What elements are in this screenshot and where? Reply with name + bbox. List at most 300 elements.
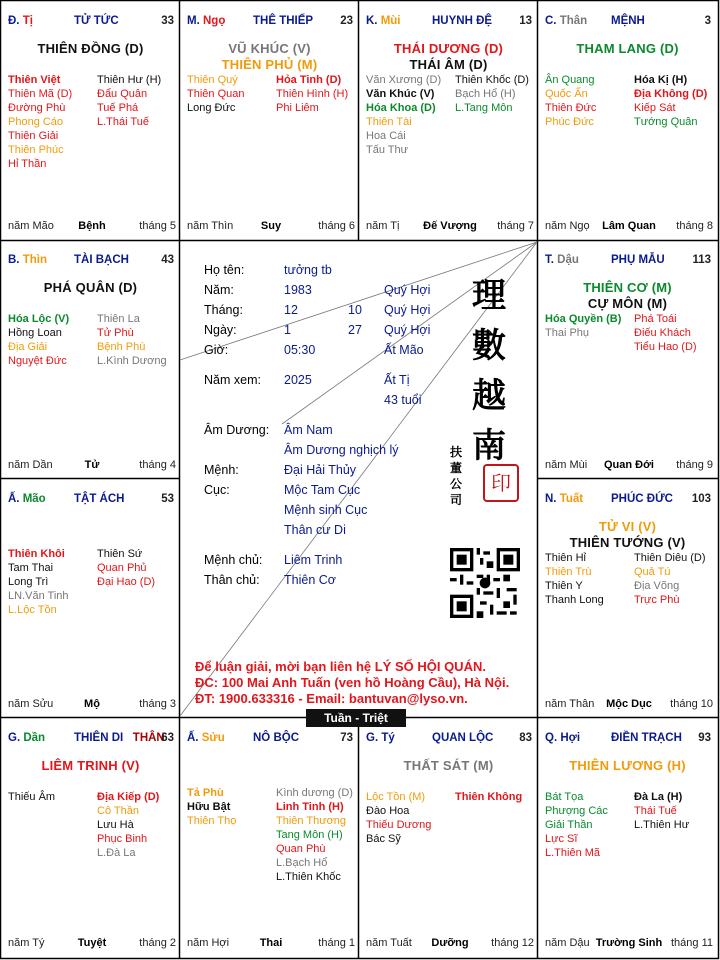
palace-title — [432, 15, 492, 27]
palace-can: B. — [8, 254, 20, 266]
label-nam-xem: Năm xem: — [204, 373, 261, 387]
minor-star[interactable]: Thiên Hư (H) — [97, 74, 162, 86]
palace-can: G. — [366, 732, 379, 744]
minor-star[interactable]: Hỉ Thần — [8, 158, 47, 170]
minor-stars-left — [8, 790, 96, 804]
palace-can-chi — [187, 15, 225, 27]
value-ho-ten: tưởng tb — [284, 263, 332, 277]
minor-star[interactable]: Địa Không (D) — [634, 88, 708, 100]
palace-month: tháng 10 — [670, 698, 713, 710]
minor-star[interactable]: Đường Phù — [8, 102, 66, 114]
palace-title — [611, 15, 645, 27]
value-thang-dl: 10 — [348, 303, 362, 317]
logo-side-1: 扶 — [450, 445, 463, 459]
palace-ngo[interactable] — [180, 1, 359, 240]
label-menh: Mệnh: — [204, 463, 239, 477]
minor-star[interactable]: Tử Phù — [97, 327, 134, 339]
palace-can-chi — [366, 732, 395, 744]
palace-month: tháng 11 — [670, 937, 713, 949]
contact-phone-email[interactable]: ĐT: 1900.633316 - Email: bantuvan@lyso.vn. — [195, 691, 468, 706]
minor-star[interactable]: Tang Môn (H) — [276, 829, 343, 841]
palace-month: tháng 7 — [497, 220, 534, 232]
minor-stars-right — [276, 73, 359, 115]
minor-star[interactable]: Tả Phù — [187, 787, 224, 799]
palace-title — [74, 254, 129, 266]
value-than-chu: Thiên Cơ — [284, 573, 336, 587]
minor-star[interactable]: Cô Thần — [97, 805, 139, 817]
value-menh: Đại Hải Thủy — [284, 463, 357, 477]
palace-header — [545, 732, 711, 746]
minor-star[interactable]: Tướng Quân — [634, 116, 698, 128]
minor-star[interactable]: Long Đức — [187, 102, 236, 114]
main-star[interactable]: THAM LANG (D) — [576, 41, 679, 56]
palace-dau[interactable] — [538, 240, 717, 479]
palace-truong-sinh: Tử — [84, 459, 100, 471]
minor-stars-right — [634, 312, 717, 354]
palace-header — [187, 15, 353, 29]
palace-truong-sinh: Tuyệt — [77, 937, 107, 949]
palace-truong-sinh: Bệnh — [78, 220, 106, 232]
minor-star[interactable]: L.Thiên Mã — [545, 847, 601, 859]
main-star[interactable]: LIÊM TRINH (V) — [41, 758, 140, 773]
palace-ty[interactable] — [359, 718, 538, 957]
minor-stars-right — [455, 73, 538, 115]
contact-address: ĐC: 100 Mai Anh Tuấn (ven hồ Hoàng Cầu), Hà Nội. — [195, 675, 510, 690]
minor-star[interactable]: Đà La (H) — [634, 791, 683, 803]
main-star[interactable]: THÁI DƯƠNG (D) — [393, 41, 504, 56]
palace-month: tháng 4 — [139, 459, 176, 471]
palace-chi: Tý — [381, 732, 395, 744]
tuan-triet-badge: Tuần - Triệt — [306, 709, 406, 727]
palace-can: G. — [8, 732, 21, 744]
logo-side-2: 董 — [450, 461, 463, 475]
palace-can: Ấ. — [187, 732, 199, 744]
palace-can: N. — [545, 493, 557, 505]
palace-can-chi — [187, 732, 225, 744]
palace-header — [8, 732, 174, 746]
logo-char-3: 越 — [472, 376, 506, 416]
palace-chi: Thìn — [22, 254, 47, 266]
palace-year: năm Dần — [8, 459, 53, 471]
main-star[interactable]: THIÊN TƯỚNG (V) — [569, 535, 686, 550]
minor-star[interactable]: Địa Võng — [634, 580, 680, 592]
minor-star[interactable]: Hóa Kị (H) — [634, 74, 688, 86]
minor-star[interactable]: Quả Tú — [634, 566, 671, 578]
minor-star[interactable]: Thiên Sứ — [97, 548, 143, 560]
minor-star[interactable]: Thiên Khốc (D) — [455, 74, 529, 86]
minor-star[interactable]: Thiên Hình (H) — [276, 88, 349, 100]
value-cuc-2: Mệnh sinh Cục — [284, 503, 368, 517]
palace-footer — [545, 698, 713, 711]
minor-star[interactable]: LN.Văn Tinh — [8, 590, 69, 602]
logo-char-4: 南 — [472, 426, 506, 466]
palace-month: tháng 1 — [318, 937, 355, 949]
minor-star[interactable]: Phượng Các — [545, 805, 608, 817]
minor-star[interactable]: L.Thiên Khốc — [276, 871, 341, 883]
minor-stars-left — [366, 790, 454, 846]
palace-age: 13 — [519, 15, 532, 27]
main-star[interactable]: THIÊN LƯƠNG (H) — [569, 758, 686, 773]
palace-month: tháng 8 — [676, 220, 713, 232]
main-star[interactable]: THIÊN PHỦ (M) — [221, 57, 318, 72]
minor-star[interactable]: Thiên Diêu (D) — [634, 552, 706, 564]
palace-mui[interactable] — [359, 1, 538, 240]
main-star[interactable]: THIÊN CƠ (M) — [583, 280, 672, 295]
minor-star[interactable]: Nguyệt Đức — [8, 355, 67, 367]
palace-month: tháng 3 — [139, 698, 176, 710]
palace-year: năm Tị — [366, 220, 400, 232]
palace-age: 93 — [698, 732, 711, 744]
label-gio: Giờ: — [204, 343, 229, 357]
minor-star[interactable]: Địa Kiếp (D) — [97, 791, 160, 803]
palace-can: T. — [545, 254, 554, 266]
value-nam-xem: 2025 — [284, 373, 312, 387]
palace-chi: Sửu — [201, 732, 225, 744]
palace-chi: Ngọ — [202, 15, 226, 27]
minor-star[interactable]: Hóa Quyền (B) — [545, 313, 622, 325]
palace-chi: Tuất — [559, 493, 584, 505]
minor-star[interactable]: Kiếp Sát — [634, 102, 676, 114]
palace-truong-sinh: Mộc Dục — [606, 698, 652, 710]
minor-stars-right — [97, 73, 180, 129]
palace-age: 83 — [519, 732, 532, 744]
minor-star[interactable]: Bát Tọa — [545, 791, 584, 803]
palace-can-chi — [366, 15, 401, 27]
palace-year: năm Mão — [8, 220, 54, 232]
palace-header — [366, 15, 532, 29]
palace-month: tháng 12 — [491, 937, 534, 949]
palace-month: tháng 6 — [318, 220, 355, 232]
minor-star[interactable]: L.Lộc Tồn — [8, 604, 57, 616]
value-nam: 1983 — [284, 283, 312, 297]
minor-star[interactable]: Phi Liêm — [276, 102, 319, 114]
minor-stars-right — [97, 547, 180, 589]
label-am-duong: Âm Dương: — [204, 423, 270, 437]
palace-footer — [187, 937, 355, 950]
palace-can-chi — [545, 493, 583, 505]
palace-age: 73 — [340, 732, 353, 744]
minor-star[interactable]: Văn Xương (D) — [366, 74, 442, 86]
palace-year: năm Dậu — [545, 937, 590, 949]
minor-star[interactable]: Văn Khúc (V) — [366, 88, 435, 100]
minor-star[interactable]: Kình dương (D) — [276, 787, 353, 799]
palace-year: năm Thìn — [187, 220, 234, 232]
minor-star[interactable]: Hóa Lộc (V) — [8, 313, 70, 325]
main-star[interactable]: THIÊN ĐỒNG (D) — [37, 41, 144, 56]
minor-stars-left — [366, 73, 454, 157]
minor-star[interactable]: Quan Phủ — [97, 562, 147, 574]
palace-tuat[interactable] — [538, 479, 717, 718]
minor-star[interactable]: Thiếu Dương — [366, 819, 432, 831]
minor-star[interactable]: Phục Binh — [97, 833, 148, 845]
palace-truong-sinh: Thai — [259, 937, 283, 949]
minor-star[interactable]: Lưu Hà — [97, 819, 134, 831]
value-gio: 05:30 — [284, 343, 316, 357]
minor-star[interactable]: Tam Thai — [8, 562, 54, 574]
minor-star[interactable]: Thiên Mã (D) — [8, 88, 73, 100]
palace-title — [611, 732, 682, 744]
palace-year: năm Tý — [8, 937, 45, 949]
label-thang: Tháng: — [204, 303, 243, 317]
minor-star[interactable]: Thiên Thương — [276, 815, 347, 827]
palace-can-chi — [8, 732, 45, 744]
palace-truong-sinh: Suy — [260, 220, 282, 232]
minor-star[interactable]: Địa Giải — [8, 341, 48, 353]
palace-header — [8, 254, 174, 268]
palace-chi: Hợi — [560, 732, 581, 744]
palace-chi: Dần — [23, 732, 46, 744]
minor-star[interactable]: Long Trì — [8, 576, 49, 588]
minor-star[interactable]: Tiểu Hao (D) — [634, 341, 697, 353]
palace-age: 53 — [161, 493, 174, 505]
palace-age: 103 — [691, 493, 711, 505]
minor-star[interactable]: Thiên Quý — [187, 74, 238, 86]
minor-star[interactable]: Trực Phù — [634, 594, 680, 606]
palace-can: M. — [187, 15, 200, 27]
palace-footer — [545, 220, 713, 233]
palace-name: PHỤ MẪU — [611, 254, 665, 266]
palace-truong-sinh: Quan Đới — [604, 459, 654, 471]
palace-footer — [545, 937, 713, 950]
value-am-duong-2: Âm Dương nghịch lý — [284, 443, 399, 457]
palace-than[interactable] — [538, 1, 717, 240]
palace-footer — [8, 220, 176, 233]
minor-star[interactable]: L.Bạch Hổ — [276, 857, 328, 869]
logo-char-1: 理 — [472, 276, 506, 316]
palace-can: Đ. — [8, 15, 20, 27]
value-tuoi: 43 tuổi — [384, 393, 422, 407]
palace-name: PHÚC ĐỨC — [611, 493, 673, 505]
palace-year: năm Hợi — [187, 937, 230, 949]
palace-title — [253, 732, 299, 744]
minor-star[interactable]: Điếu Khách — [634, 327, 691, 339]
minor-star[interactable]: Hồng Loan — [8, 327, 62, 339]
minor-star[interactable]: Quan Phù — [276, 843, 326, 855]
palace-chi: Mão — [22, 493, 46, 505]
palace-header — [545, 254, 711, 268]
minor-star[interactable]: Thiên Khôi — [8, 548, 65, 560]
value-thang-can-chi: Quý Hợi — [384, 303, 431, 317]
palace-footer — [8, 459, 176, 472]
palace-truong-sinh: Mộ — [84, 698, 100, 710]
minor-stars-left — [545, 73, 633, 129]
palace-footer — [545, 459, 713, 472]
value-thang-al: 12 — [284, 303, 298, 317]
palace-thin[interactable] — [1, 240, 180, 479]
value-cuc: Mộc Tam Cục — [284, 483, 361, 497]
logo-char-2: 數 — [472, 326, 506, 366]
palace-header — [545, 15, 711, 29]
main-star[interactable]: THẤT SÁT (M) — [403, 758, 494, 773]
palace-footer — [8, 698, 176, 711]
minor-star[interactable]: Thiên Trù — [545, 566, 592, 578]
main-star[interactable]: THÁI ÂM (D) — [409, 57, 488, 72]
palace-age: 3 — [704, 15, 711, 27]
palace-chi: Mùi — [380, 15, 401, 27]
minor-stars-right — [97, 312, 180, 368]
label-nam: Năm: — [204, 283, 234, 297]
palace-truong-sinh: Trường Sinh — [595, 937, 663, 949]
palace-header — [8, 493, 174, 507]
minor-stars-right — [634, 790, 717, 832]
palace-footer — [187, 220, 355, 233]
value-gio-can-chi: Ất Mão — [384, 343, 424, 357]
value-ngay-dl: 27 — [348, 323, 362, 337]
minor-star[interactable]: Bạch Hổ (H) — [455, 88, 516, 100]
palace-name: TÀI BẠCH — [74, 254, 129, 266]
minor-star[interactable]: Hóa Khoa (D) — [366, 102, 436, 114]
palace-name: QUAN LỘC — [432, 732, 494, 744]
palace-can: C. — [545, 15, 557, 27]
minor-star[interactable]: Đào Hoa — [366, 805, 410, 817]
minor-star[interactable]: L.Kình Dương — [97, 355, 167, 367]
palace-truong-sinh: Lâm Quan — [602, 220, 656, 232]
main-star[interactable]: PHÁ QUÂN (D) — [43, 280, 138, 295]
palace-footer — [366, 220, 534, 233]
minor-star[interactable]: Thiên Tài — [366, 116, 412, 128]
palace-suu[interactable] — [180, 718, 359, 957]
red-seal-stamp: 印 — [483, 464, 519, 502]
minor-star[interactable]: Thiên Y — [545, 580, 583, 592]
palace-age: 63 — [161, 732, 174, 744]
logo-side-text — [450, 444, 462, 508]
label-ngay: Ngày: — [204, 323, 237, 337]
minor-stars-left — [545, 551, 633, 607]
palace-can-chi — [545, 254, 579, 266]
palace-can: Ấ. — [8, 493, 20, 505]
qr-code-icon[interactable] — [450, 548, 520, 618]
value-am-duong: Âm Nam — [284, 423, 333, 437]
palace-chi: Tị — [22, 15, 33, 27]
logo-side-3: 公 — [450, 477, 463, 491]
palace-can: Q. — [545, 732, 558, 744]
minor-star[interactable]: Thái Tuế — [634, 805, 677, 817]
main-star[interactable]: TỬ VI (V) — [598, 519, 657, 534]
palace-chi: Dậu — [557, 254, 579, 266]
minor-star[interactable]: Thanh Long — [545, 594, 604, 606]
minor-star[interactable]: Thiên Quan — [187, 88, 245, 100]
palace-can-chi — [545, 732, 580, 744]
palace-chi: Thân — [559, 15, 588, 27]
minor-star[interactable]: Thai Phụ — [545, 327, 590, 339]
value-nam-xem-can-chi: Ất Tị — [384, 373, 410, 387]
palace-header — [187, 732, 353, 746]
main-star[interactable]: VŨ KHÚC (V) — [228, 41, 311, 56]
minor-star[interactable]: Thiên Giải — [8, 130, 59, 142]
label-ho-ten: Họ tên: — [204, 263, 245, 277]
minor-star[interactable]: Phá Toái — [634, 313, 677, 325]
palace-year: năm Ngọ — [545, 220, 590, 232]
palace-title — [74, 732, 165, 744]
minor-star[interactable]: Hữu Bật — [187, 801, 231, 813]
minor-star[interactable]: Hoa Cái — [366, 130, 406, 142]
palace-month: tháng 9 — [676, 459, 713, 471]
palace-footer — [8, 937, 176, 950]
minor-star[interactable]: Bác Sỹ — [366, 833, 401, 845]
minor-star[interactable]: Quốc Ấn — [545, 88, 588, 100]
minor-star[interactable]: L.Thái Tuế — [97, 116, 149, 128]
minor-star[interactable]: Bệnh Phù — [97, 341, 146, 353]
minor-star[interactable]: Tấu Thư — [366, 144, 409, 156]
minor-star[interactable]: Đại Hao (D) — [97, 576, 156, 588]
minor-stars-left — [545, 312, 633, 340]
palace-footer — [366, 937, 534, 950]
palace-title — [611, 493, 673, 505]
palace-age: 113 — [692, 254, 711, 266]
minor-star[interactable]: Giải Thần — [545, 819, 593, 831]
minor-stars-left — [187, 786, 275, 828]
main-star[interactable]: CỰ MÔN (M) — [587, 296, 668, 311]
minor-star[interactable]: Thiên Hỉ — [545, 552, 586, 564]
minor-star[interactable]: Phong Cáo — [8, 116, 64, 128]
label-cuc: Cục: — [204, 483, 230, 497]
minor-stars-right — [276, 786, 359, 884]
minor-star[interactable]: Thiên Thọ — [187, 815, 237, 827]
palace-name: TẬT ÁCH — [74, 493, 125, 505]
minor-star[interactable]: L.Thiên Hư — [634, 819, 690, 831]
minor-star[interactable]: Thiên Việt — [8, 74, 61, 86]
palace-month: tháng 5 — [139, 220, 176, 232]
minor-star[interactable]: L.Đà La — [97, 847, 136, 859]
minor-stars-right — [455, 790, 538, 804]
minor-star[interactable]: Lực Sĩ — [545, 833, 578, 845]
palace-month: tháng 2 — [139, 937, 176, 949]
palace-title — [74, 15, 119, 27]
palace-mao[interactable] — [1, 479, 180, 718]
palace-name: THIÊN DI — [74, 732, 124, 744]
palace-ti[interactable] — [1, 1, 180, 240]
label-than-chu: Thân chủ: — [204, 573, 260, 587]
palace-year: năm Tuất — [366, 937, 412, 949]
palace-age: 23 — [340, 15, 353, 27]
palace-name: NÔ BỘC — [253, 732, 299, 744]
value-nam-can-chi: Quý Hợi — [384, 283, 431, 297]
minor-star[interactable]: Thiếu Âm — [8, 791, 56, 803]
minor-star[interactable]: Thiên La — [97, 313, 140, 325]
palace-truong-sinh: Đế Vượng — [423, 220, 477, 232]
palace-truong-sinh: Dưỡng — [431, 937, 469, 949]
minor-stars-left — [545, 790, 633, 860]
minor-star[interactable]: Tuế Phá — [97, 102, 139, 114]
palace-age: 33 — [161, 15, 174, 27]
minor-stars-left — [8, 73, 96, 171]
logo-side-4: 司 — [450, 493, 463, 507]
palace-name: MỆNH — [611, 15, 645, 27]
minor-stars-left — [8, 312, 96, 368]
minor-star[interactable]: Đẩu Quân — [97, 88, 148, 100]
palace-can: K. — [366, 15, 378, 27]
than-marker: THÂN — [132, 732, 165, 744]
minor-star[interactable]: Thiên Không — [455, 791, 523, 803]
contact-line-1: Để luận giải, mời bạn liên hệ LÝ SỐ HỘI QUÁN. — [195, 659, 486, 674]
minor-stars-right — [634, 551, 717, 607]
palace-dan[interactable] — [1, 718, 180, 957]
minor-star[interactable]: Thiên Đức — [545, 102, 597, 114]
minor-star[interactable]: Linh Tinh (H) — [276, 801, 344, 813]
minor-star[interactable]: Ân Quang — [545, 74, 595, 86]
minor-star[interactable]: Thiên Phúc — [8, 144, 64, 156]
minor-star[interactable]: Hỏa Tinh (D) — [276, 74, 342, 86]
minor-star[interactable]: Lộc Tồn (M) — [366, 791, 426, 803]
palace-year: năm Sửu — [8, 698, 54, 710]
palace-name: ĐIỀN TRẠCH — [611, 732, 682, 744]
palace-can-chi — [545, 15, 587, 27]
palace-hoi[interactable] — [538, 718, 717, 957]
minor-star[interactable]: Phúc Đức — [545, 116, 594, 128]
palace-title — [432, 732, 493, 744]
value-menh-chu: Liêm Trinh — [284, 553, 343, 567]
minor-star[interactable]: L.Tang Môn — [455, 102, 513, 114]
